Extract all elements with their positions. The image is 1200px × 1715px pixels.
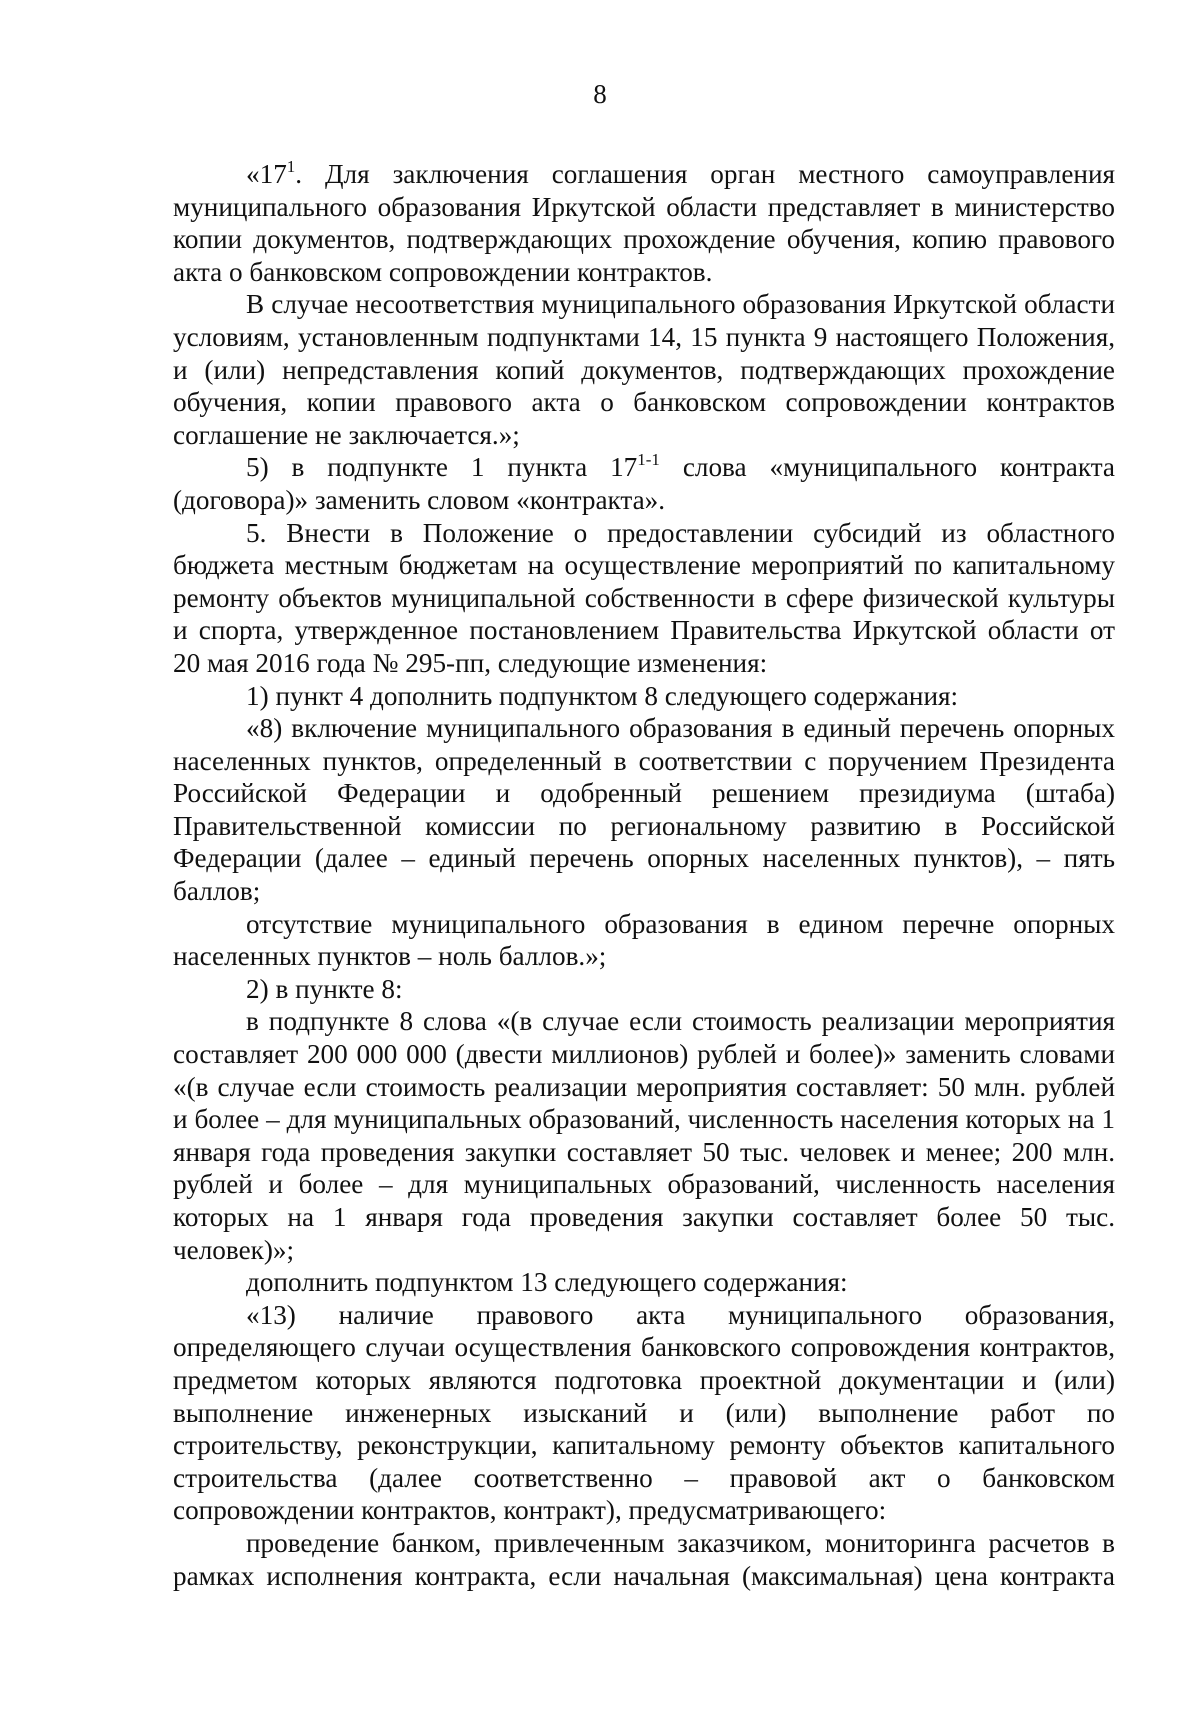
paragraph-text: в подпункте 8 слова «(в случае если стоимость реализации мероприятия составляет 200 000 000 (двести миллионов) рублей и более)» заменить словами «(в случае если стоимость реализации мероприятия составляет: 50 млн. рублей и более – для муниципальных образований, численность населения которых на 1 января года проведения закупки составляет 50 тыс. человек и менее; 200 млн. рублей и более – для муниципальных образований, численность населения которых на 1 января года проведения закупки составляет более 50 тыс. человек)»; xyxy=(173,1006,1115,1265)
paragraph-bank-monitoring xyxy=(173,1527,1115,1592)
paragraph-item-1 xyxy=(173,680,1115,713)
paragraph-text: проведение банком, привлеченным заказчиком, мониторинга расчетов в рамках исполнения контракта, если начальная (максимальная) цена контракта xyxy=(173,1527,1115,1591)
superscript: 1 xyxy=(286,157,296,176)
paragraph-lead: 5) в подпункте 1 пункта 17 xyxy=(246,452,638,483)
document-body xyxy=(173,158,1115,1592)
paragraph-text: дополнить подпунктом 13 следующего содержания: xyxy=(246,1267,848,1298)
paragraph-lead: «17 xyxy=(246,159,287,189)
paragraph-subitem-8-replace xyxy=(173,1005,1115,1266)
page-number: 8 xyxy=(593,79,607,109)
paragraph-text: отсутствие муниципального образования в едином перечне опорных населенных пунктов – ноль баллов.»; xyxy=(173,908,1115,972)
paragraph-item-5 xyxy=(173,451,1115,516)
paragraph-agreement-conclusion xyxy=(173,158,1115,288)
paragraph-text: 5. Внести в Положение о предоставлении субсидий из областного бюджета местным бюджетам на осуществление мероприятий по капитальному ремонту объектов муниципальной собственности в сфере физической культуры и спорта, утвержденное постановлением Правительства Иркутской области от 20 мая 2016 года № 295-пп, следующие изменения: xyxy=(173,517,1115,678)
paragraph-noncompliance xyxy=(173,288,1115,451)
paragraph-section-5 xyxy=(173,517,1115,680)
paragraph-text: . Для заключения соглашения орган местного самоуправления муниципального образования Иркутской области представляет в министерство копии документов, подтверждающих прохождение обучения, копию правового акта о банковском сопровождении контрактов. xyxy=(173,159,1115,287)
paragraph-text: В случае несоответствия муниципального образования Иркутской области условиям, установленным подпунктами 14, 15 пункта 9 настоящего Положения, и (или) непредставления копий документов, подтверждающих прохождение обучения, копии правового акта о банковском сопровождении контрактов соглашение не заключается.»; xyxy=(173,289,1115,450)
paragraph-absence xyxy=(173,908,1115,973)
paragraph-subitem-13 xyxy=(173,1299,1115,1527)
paragraph-add-subitem-13 xyxy=(173,1266,1115,1299)
superscript: 1-1 xyxy=(637,450,660,470)
paragraph-text: 1) пункт 4 дополнить подпунктом 8 следующего содержания: xyxy=(246,680,959,711)
paragraph-text: «13) наличие правового акта муниципального образования, определяющего случаи осуществления банковского сопровождения контрактов, предметом которых являются подготовка проектной документации и (или) выполнение инженерных изысканий и (или) выполнение работ по строительству, реконструкции, капитальному ремонту объектов капитального строительства (далее соответственно – правовой акт о банковском сопровождении контрактов, контракт), предусматривающего: xyxy=(173,1299,1115,1526)
paragraph-item-2 xyxy=(173,973,1115,1006)
paragraph-text: «8) включение муниципального образования в единый перечень опорных населенных пунктов, определенный в соответствии с поручением Президента Российской Федерации и одобренный решением президиума (штаба) Правительственной комиссии по региональному развитию в Российской Федерации (далее – единый перечень опорных населенных пунктов), – пять баллов; xyxy=(173,713,1115,907)
paragraph-text: слова «муниципального контракта (договора)» заменить словом «контракта». xyxy=(173,452,1115,515)
paragraph-text: 2) в пункте 8: xyxy=(246,973,403,1004)
paragraph-subitem-8 xyxy=(173,712,1115,908)
